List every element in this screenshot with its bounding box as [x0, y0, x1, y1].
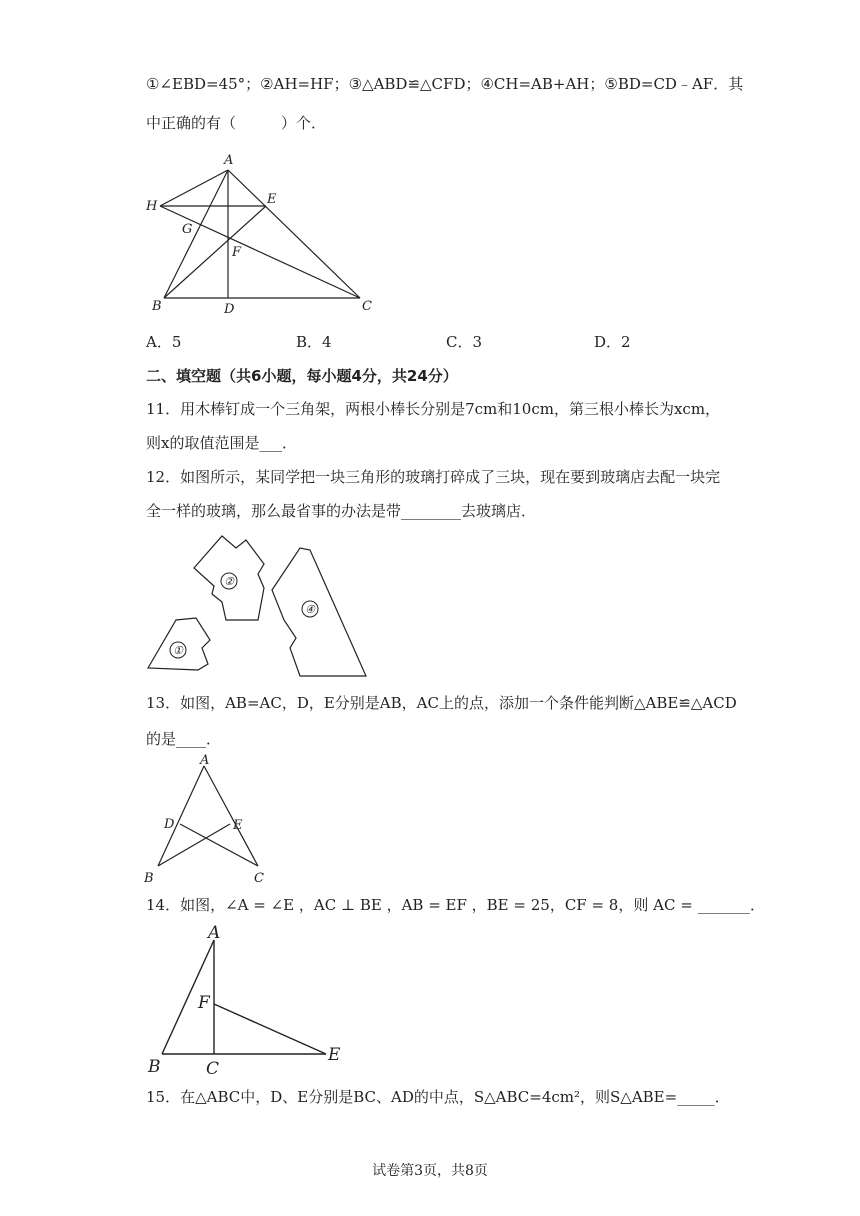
q10-label-b: B: [152, 299, 162, 314]
q10-option-b[interactable]: B．4: [296, 333, 332, 351]
q13-figure: [140, 752, 280, 887]
q12-line1: 12．如图所示，某同学把一块三角形的玻璃打碎成了三块，现在要到玻璃店去配一块完: [146, 468, 721, 486]
q13-label-c: C: [254, 871, 264, 886]
q10-option-a[interactable]: A．5: [146, 333, 182, 351]
q14-label-c: C: [206, 1059, 220, 1079]
q10-option-c[interactable]: C．3: [446, 333, 483, 351]
q14-label-f: F: [198, 993, 210, 1013]
q10-label-f: F: [232, 245, 242, 260]
piece-label-4: ④: [305, 603, 315, 616]
q14-label-b: B: [148, 1057, 161, 1077]
q12-line2: 全一样的玻璃，那么最省事的办法是带________去玻璃店．: [146, 502, 537, 520]
piece-label-1: ①: [173, 644, 183, 657]
q13-label-e: E: [233, 818, 243, 833]
q10-label-e: E: [267, 192, 277, 207]
q13-label-b: B: [144, 871, 154, 886]
q11-line1: 11．用木棒钉成一个三角架，两根小棒长分别是7cm和10cm，第三根小棒长为xcm，: [146, 400, 721, 418]
q13-line1: 13．如图，AB=AC，D，E分别是AB，AC上的点，添加一个条件能判断△ABE≌△ACD: [146, 694, 737, 712]
q12-glass-pieces-figure: [140, 530, 380, 680]
q10-statements: ①∠EBD=45°；②AH=HF；③△ABD≌△CFD；④CH=AB+AH；⑤BD=CD﹣AF．其: [146, 75, 744, 93]
q14-label-a: A: [208, 923, 221, 943]
q13-label-d: D: [164, 817, 175, 832]
q13-label-a: A: [200, 753, 210, 768]
q14-figure: [140, 920, 360, 1080]
section-title-fill-in: 二、填空题（共6小题，每小题4分，共24分）: [146, 367, 458, 385]
q10-question: 中正确的有（ ）个．: [146, 114, 327, 132]
q10-label-h: H: [146, 199, 158, 214]
q10-label-g: G: [182, 222, 193, 237]
q11-line2: 则x的取值范围是___．: [146, 434, 297, 452]
piece-label-2: ②: [224, 575, 234, 588]
q14-label-e: E: [328, 1045, 341, 1065]
q15-line1: 15．在△ABC中，D、E分别是BC、AD的中点，S△ABC=4cm²，则S△ABE=_____．: [146, 1088, 730, 1106]
q10-label-a: A: [224, 153, 234, 168]
q10-option-d[interactable]: D．2: [594, 333, 631, 351]
q10-label-c: C: [362, 299, 372, 314]
q14-line1: 14．如图，∠A = ∠E ，AC ⊥ BE ，AB = EF ，BE = 25，CF = 8，则 AC = _______．: [146, 896, 766, 914]
page-footer: 试卷第3页，共8页: [372, 1163, 488, 1179]
q13-line2: 的是____．: [146, 730, 222, 748]
glass-piece-4: [272, 548, 366, 676]
q10-figure: [140, 150, 390, 320]
q10-label-d: D: [224, 302, 235, 317]
